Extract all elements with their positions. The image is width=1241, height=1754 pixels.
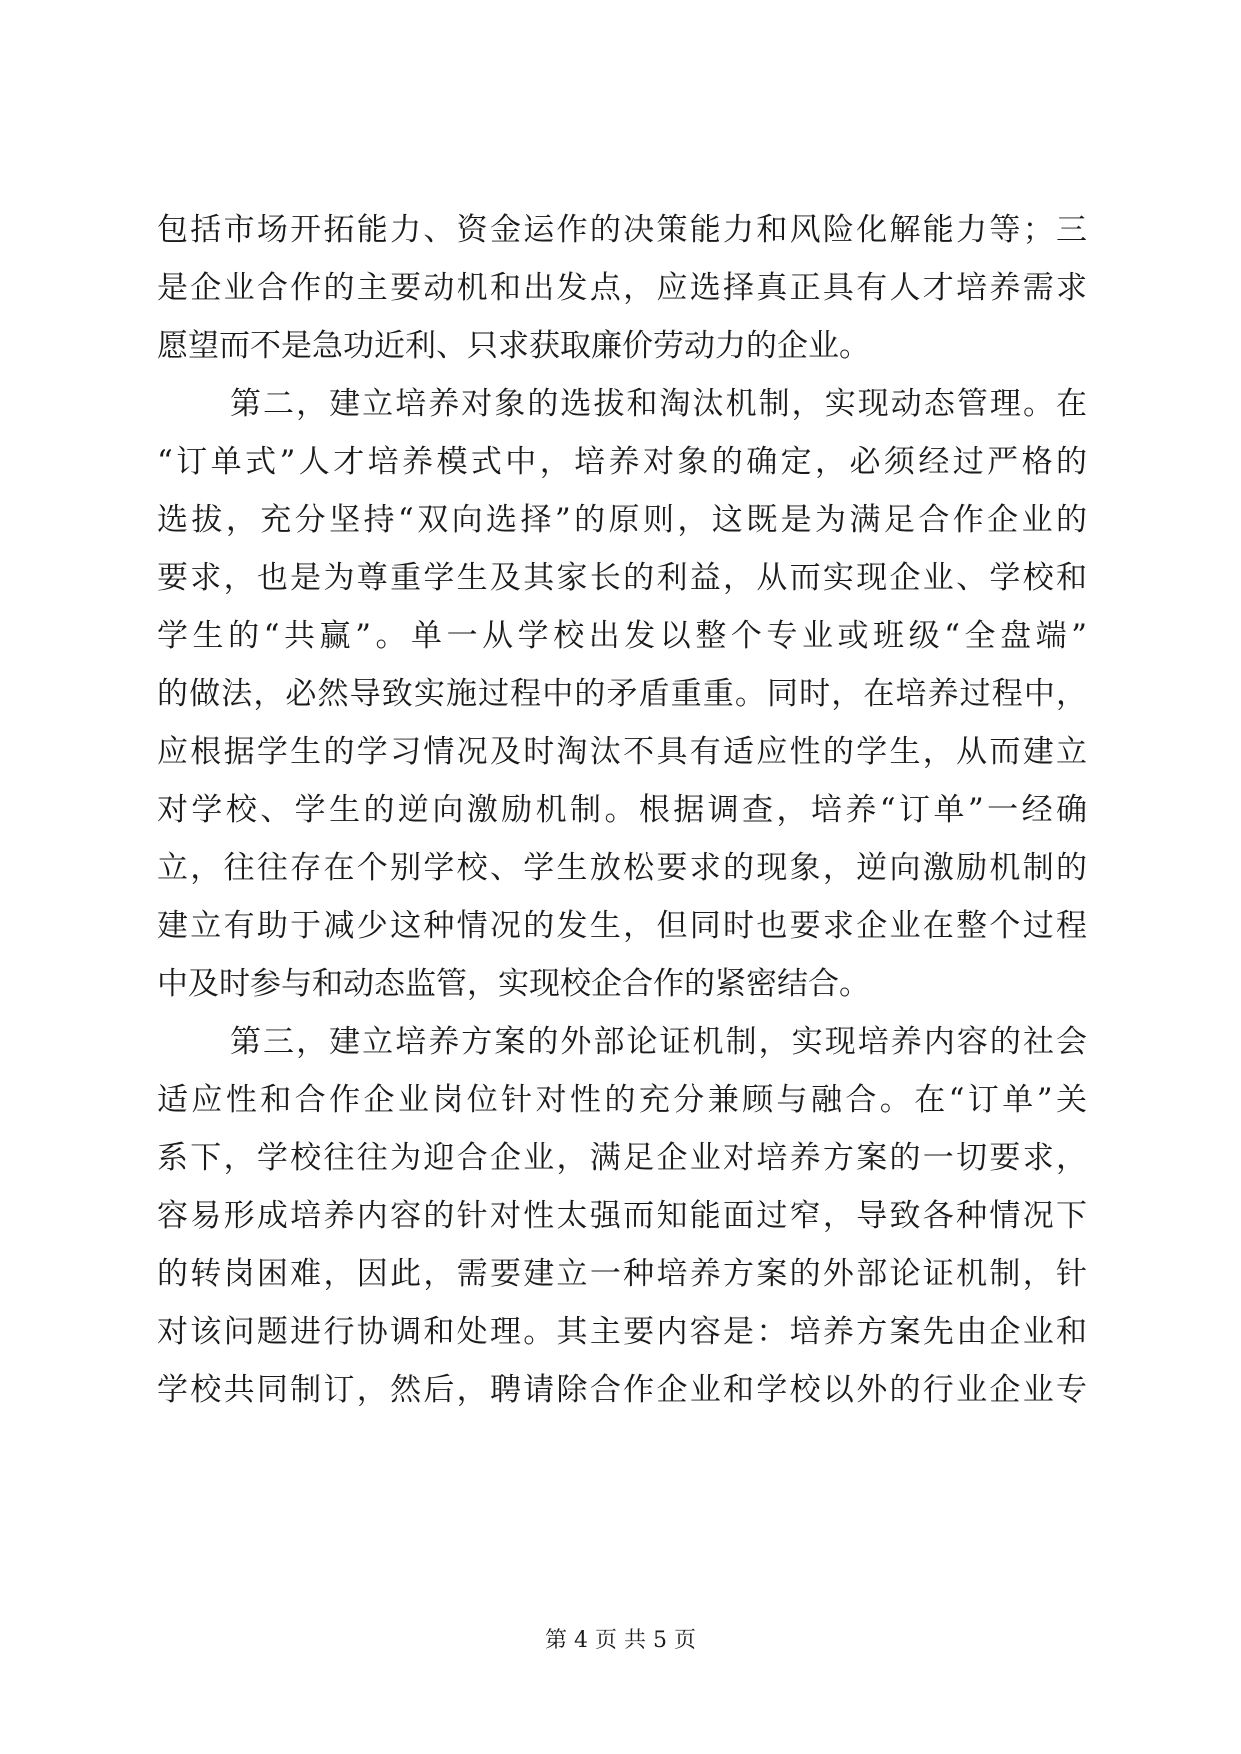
paragraph-2-line-7: 应根据学生的学习情况及时淘汰不具有适应性的学生，从而建立 — [157, 734, 1087, 770]
paragraph-2-line-11: 中及时参与和动态监管，实现校企合作的紧密结合。 — [157, 966, 870, 1002]
paragraph-3-line-5: 的转岗困难，因此，需要建立一种培养方案的外部论证机制，针 — [157, 1256, 1087, 1292]
paragraph-2-line-3: 选拔，充分坚持“双向选择”的原则，这既是为满足合作企业的 — [157, 502, 1087, 538]
page-number-footer: 第 4 页 共 5 页 — [545, 1628, 696, 1653]
paragraph-2-line-1: 第二，建立培养对象的选拔和淘汰机制，实现动态管理。在 — [230, 386, 1087, 422]
paragraph-2-line-4: 要求，也是为尊重学生及其家长的利益，从而实现企业、学校和 — [157, 560, 1087, 596]
paragraph-3-line-3: 系下，学校往往为迎合企业，满足企业对培养方案的一切要求， — [157, 1140, 1087, 1176]
paragraph-2-line-10: 建立有助于减少这种情况的发生，但同时也要求企业在整个过程 — [157, 908, 1087, 944]
paragraph-3-line-2: 适应性和合作企业岗位针对性的充分兼顾与融合。在“订单”关 — [157, 1082, 1087, 1118]
paragraph-2-line-2: “订单式”人才培养模式中，培养对象的确定，必须经过严格的 — [157, 444, 1087, 480]
paragraph-1-line-2: 是企业合作的主要动机和出发点，应选择真正具有人才培养需求 — [157, 270, 1087, 306]
paragraph-1-line-3: 愿望而不是急功近利、只求获取廉价劳动力的企业。 — [157, 328, 870, 364]
paragraph-2-line-8: 对学校、学生的逆向激励机制。根据调查，培养“订单”一经确 — [157, 792, 1087, 828]
paragraph-3-line-4: 容易形成培养内容的针对性太强而知能面过窄，导致各种情况下 — [157, 1198, 1087, 1234]
paragraph-1-line-1: 包括市场开拓能力、资金运作的决策能力和风险化解能力等；三 — [157, 212, 1087, 248]
paragraph-3-line-1: 第三，建立培养方案的外部论证机制，实现培养内容的社会 — [230, 1024, 1087, 1060]
paragraph-2-line-5: 学生的“共赢”。单一从学校出发以整个专业或班级“全盘端” — [157, 618, 1087, 654]
paragraph-3-line-7: 学校共同制订，然后，聘请除合作企业和学校以外的行业企业专 — [157, 1372, 1087, 1408]
paragraph-3-line-6: 对该问题进行协调和处理。其主要内容是：培养方案先由企业和 — [157, 1314, 1087, 1350]
paragraph-2-line-9: 立，往往存在个别学校、学生放松要求的现象，逆向激励机制的 — [157, 850, 1087, 886]
paragraph-2-line-6: 的做法，必然导致实施过程中的矛盾重重。同时，在培养过程中， — [157, 676, 1087, 712]
